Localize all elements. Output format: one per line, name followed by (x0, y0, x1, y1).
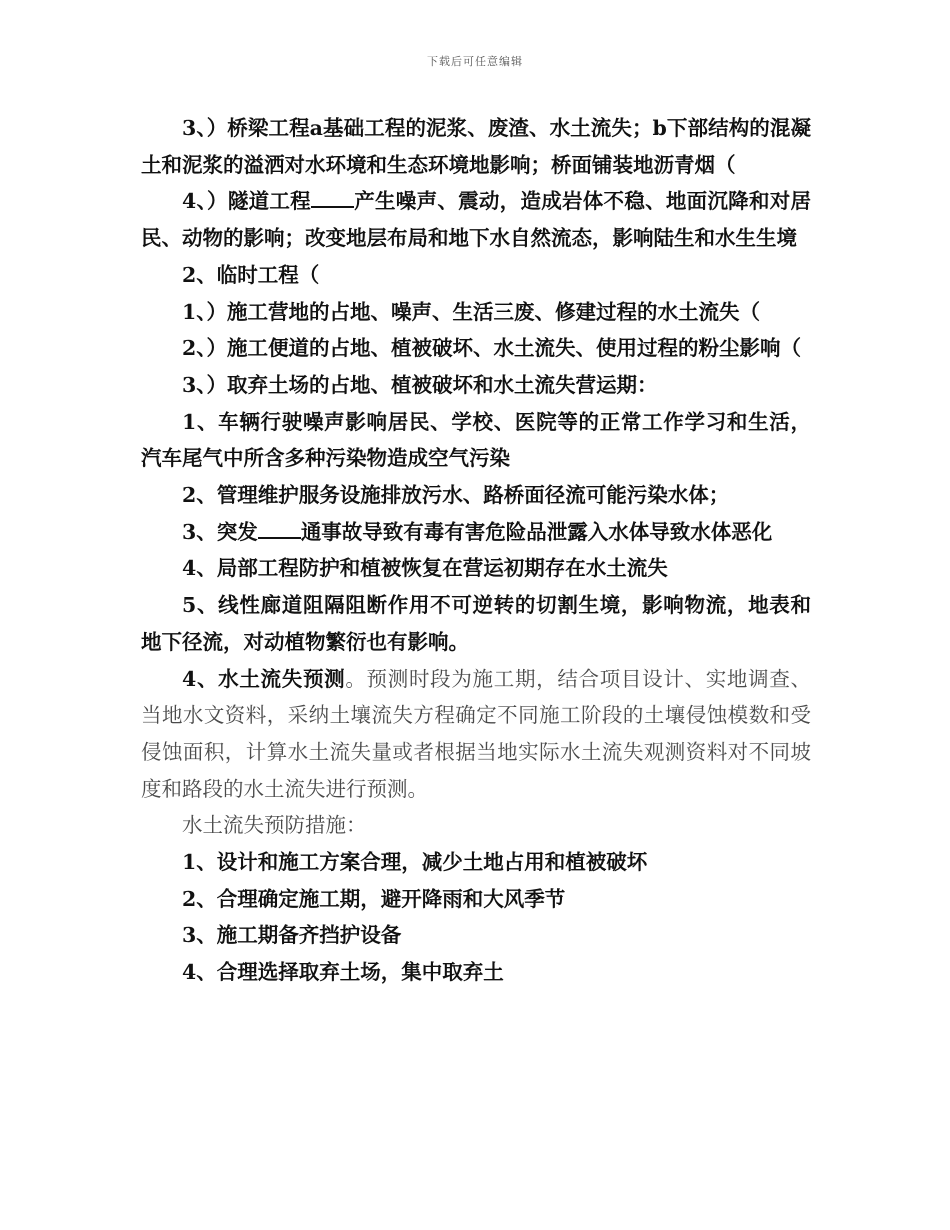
paragraph-accident (141, 514, 811, 551)
paragraph-spoil-ground: 3、）取弃土场的占地、植被破坏和水土流失营运期： (182, 372, 658, 397)
paragraph-soil-loss-early: 4、局部工程防护和植被恢复在营运初期存在水土流失 (182, 556, 668, 581)
paragraph-tunnel-engineering (141, 183, 811, 256)
accident-rest-text: 通事故导致有毒有害危险品泄露入水体导致水体恶化 (300, 519, 773, 544)
fill-blank-line (258, 518, 301, 538)
paragraph-vehicle-noise: 1、车辆行驶噪声影响居民、学校、医院等的正常工作学习和生活，汽车尾气中所含多种污染物造成空气污染 (141, 409, 811, 471)
paragraph-construction-road: 2、）施工便道的占地、植被破坏、水土流失、使用过程的粉尘影响（ (182, 336, 802, 361)
paragraph-soil-loss-prediction (141, 661, 811, 808)
paragraph-prevention-1: 1、设计和施工方案合理，减少土地占用和植被破坏 (182, 850, 648, 875)
paragraph-construction-camp: 1、）施工营地的占地、噪声、生活三废、修建过程的水土流失（ (182, 299, 761, 324)
paragraph-bridge-engineering: 3、）桥梁工程a基础工程的泥浆、废渣、水土流失；b下部结构的混凝土和泥浆的溢洒对水环境和生态环境地影响；桥面铺装地沥青烟（ (141, 116, 811, 177)
paragraph-prevention-4: 4、合理选择取弃土场，集中取弃土 (182, 960, 504, 985)
document-body (141, 110, 811, 991)
fill-blank-line (311, 188, 354, 208)
paragraph-corridor-barrier: 5、线性廊道阻隔阻断作用不可逆转的切割生境，影响物流，地表和地下径流，对动植物繁衍也有影响。 (141, 593, 811, 654)
paragraph-prevention-heading: 水土流失预防措施： (182, 813, 367, 838)
prediction-body: 。预测时段为施工期，结合项目设计、实地调查、当地水文资料，采纳土壤流失方程确定不同施工阶段的土壤侵蚀模数和受侵蚀面积，计算水土流失量或者根据当地实际水土流失观测资料对不同坡度和路段的水土流失进行预测。 (141, 666, 812, 801)
page-header: 下载后可任意编辑 (427, 55, 523, 68)
paragraph-temporary-works: 2、临时工程（ (182, 262, 320, 287)
paragraph-sewage: 2、管理维护服务设施排放污水、路桥面径流可能污染水体； (182, 483, 730, 508)
paragraph-prevention-3: 3、施工期备齐挡护设备 (182, 923, 402, 948)
paragraph-prevention-2: 2、合理确定施工期，避开降雨和大风季节 (182, 886, 566, 911)
prediction-heading: 4、水土流失预测 (182, 666, 346, 691)
tunnel-rest-text: 产生噪声、震动，造成岩体不稳、地面沉降和对居民、动物的影响；改变地层布局和地下水自然流态，影响陆生和水生生境 (141, 189, 812, 251)
accident-lead-text: 3、突发 (182, 519, 258, 544)
tunnel-lead-text: 4、）隧道工程 (182, 189, 311, 214)
